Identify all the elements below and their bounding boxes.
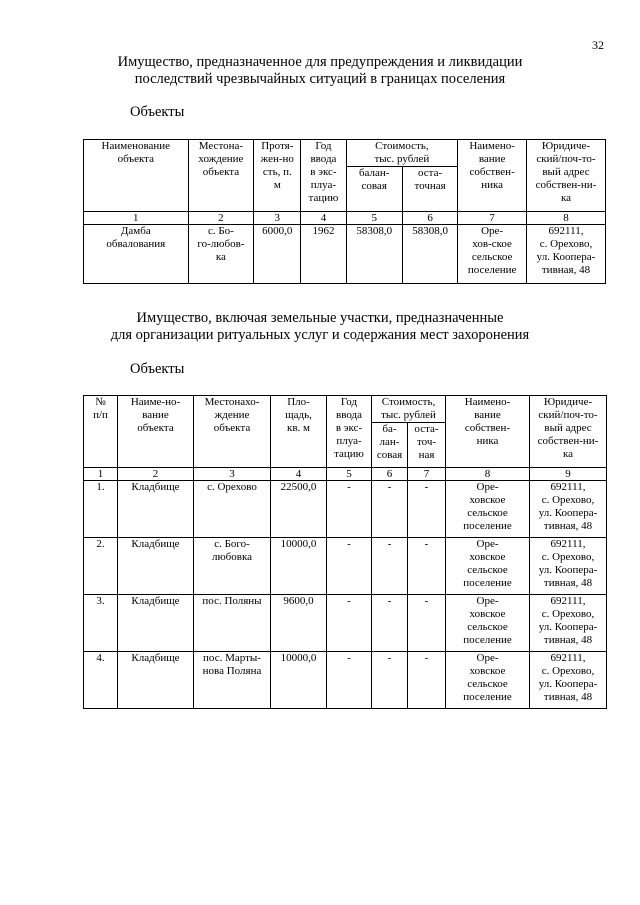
header-cost: Стоимость, тыс. рублей xyxy=(372,396,446,423)
header-year: Год ввода в экс- плуа- тацию xyxy=(301,140,346,212)
section1-title-line2: последствий чрезвычайных ситуаций в границах поселения xyxy=(134,71,506,87)
col-number: 5 xyxy=(346,212,402,225)
header-address: Юридиче- ский/поч-то- вый адрес собствен-ни- ка xyxy=(530,396,607,468)
table-header-row xyxy=(84,140,606,167)
cell-owner: Оре- ховское сельское поселение xyxy=(446,595,530,652)
cell-no: 4. xyxy=(84,652,118,709)
section2-title xyxy=(0,310,640,344)
cell-residual: - xyxy=(408,652,446,709)
header-location: Местона- хождение объекта xyxy=(188,140,254,212)
header-address: Юридиче- ский/поч-то- вый адрес собствен-ни- ка xyxy=(526,140,605,212)
table-row xyxy=(84,225,606,284)
cell-residual: - xyxy=(408,595,446,652)
cell-location: пос. Марты- нова Поляна xyxy=(194,652,271,709)
cell-residual: - xyxy=(408,481,446,538)
cell-year: - xyxy=(327,652,372,709)
col-number: 8 xyxy=(446,468,530,481)
col-number: 2 xyxy=(188,212,254,225)
cell-owner: Оре- ховское сельское поселение xyxy=(446,481,530,538)
cell-balance: - xyxy=(372,652,408,709)
table-row xyxy=(84,595,607,652)
header-residual: оста- точная xyxy=(402,167,457,212)
cell-location: с. Орехово xyxy=(194,481,271,538)
header-owner: Наимено- вание собствен- ника xyxy=(458,140,527,212)
header-name: Наиме-но- вание объекта xyxy=(118,396,194,468)
header-location: Местонахо- ждение объекта xyxy=(194,396,271,468)
header-owner: Наимено- вание собствен- ника xyxy=(446,396,530,468)
cell-address: 692111, с. Орехово, ул. Коопера- тивная, 48 xyxy=(526,225,605,284)
cell-area: 9600,0 xyxy=(271,595,327,652)
col-number: 6 xyxy=(372,468,408,481)
cell-no: 3. xyxy=(84,595,118,652)
col-number: 8 xyxy=(526,212,605,225)
cell-area: 10000,0 xyxy=(271,538,327,595)
header-year: Год ввода в экс- плуа- тацию xyxy=(327,396,372,468)
section2-subtitle: Объекты xyxy=(130,361,185,377)
cell-year: - xyxy=(327,481,372,538)
header-area: Пло- щадь, кв. м xyxy=(271,396,327,468)
table-row xyxy=(84,481,607,538)
header-balance: балан- совая xyxy=(346,167,402,212)
cell-area: 22500,0 xyxy=(271,481,327,538)
cell-address: 692111, с. Орехово, ул. Коопера- тивная, 48 xyxy=(530,538,607,595)
section2-title-line1: Имущество, включая земельные участки, предназначенные xyxy=(136,310,504,326)
cell-balance: - xyxy=(372,595,408,652)
cell-name: Кладбище xyxy=(118,538,194,595)
col-number: 6 xyxy=(402,212,457,225)
col-number: 3 xyxy=(254,212,301,225)
cell-name: Кладбище xyxy=(118,481,194,538)
cell-year: 1962 xyxy=(301,225,346,284)
cell-area: 10000,0 xyxy=(271,652,327,709)
header-name: Наименование объекта xyxy=(84,140,189,212)
cell-no: 1. xyxy=(84,481,118,538)
cell-name: Дамба обвалования xyxy=(84,225,189,284)
cell-no: 2. xyxy=(84,538,118,595)
cell-balance: 58308,0 xyxy=(346,225,402,284)
col-number: 3 xyxy=(194,468,271,481)
section1-title-line1: Имущество, предназначенное для предупреждения и ликвидации xyxy=(117,54,523,70)
cell-location: с. Бо- го-любов- ка xyxy=(188,225,254,284)
col-number: 9 xyxy=(530,468,607,481)
cell-name: Кладбище xyxy=(118,595,194,652)
header-length: Протя- жен-но сть, п. м xyxy=(254,140,301,212)
table-header-row xyxy=(84,396,607,423)
cell-location: с. Бого-любовка xyxy=(194,538,271,595)
column-number-row xyxy=(84,212,606,225)
cell-residual: 58308,0 xyxy=(402,225,457,284)
cell-residual: - xyxy=(408,538,446,595)
cell-owner: Оре- ховское сельское поселение xyxy=(446,652,530,709)
cell-address: 692111, с. Орехово, ул. Коопера- тивная, 48 xyxy=(530,595,607,652)
section1-table xyxy=(83,139,606,284)
col-number: 7 xyxy=(408,468,446,481)
cell-owner: Оре- ховское сельское поселение xyxy=(446,538,530,595)
header-balance: ба- лан- совая xyxy=(372,423,408,468)
col-number: 7 xyxy=(458,212,527,225)
col-number: 5 xyxy=(327,468,372,481)
col-number: 1 xyxy=(84,212,189,225)
cell-name: Кладбище xyxy=(118,652,194,709)
col-number: 1 xyxy=(84,468,118,481)
section2-table xyxy=(83,395,607,709)
section1-subtitle: Объекты xyxy=(130,104,185,120)
cell-year: - xyxy=(327,595,372,652)
cell-length: 6000,0 xyxy=(254,225,301,284)
table-row xyxy=(84,652,607,709)
column-number-row xyxy=(84,468,607,481)
col-number: 4 xyxy=(271,468,327,481)
cell-address: 692111, с. Орехово, ул. Коопера- тивная, 48 xyxy=(530,652,607,709)
page-number: 32 xyxy=(592,38,604,52)
section2-title-line2: для организации ритуальных услуг и содержания мест захоронения xyxy=(110,327,530,343)
cell-location: пос. Поляны xyxy=(194,595,271,652)
cell-owner: Оре- хов-ское сельское поселение xyxy=(458,225,527,284)
cell-address: 692111, с. Орехово, ул. Коопера- тивная, 48 xyxy=(530,481,607,538)
col-number: 4 xyxy=(301,212,346,225)
section1-title xyxy=(0,54,640,88)
table-row xyxy=(84,538,607,595)
col-number: 2 xyxy=(118,468,194,481)
header-cost: Стоимость, тыс. рублей xyxy=(346,140,458,167)
header-no: № п/п xyxy=(84,396,118,468)
header-residual: оста- точ- ная xyxy=(408,423,446,468)
cell-balance: - xyxy=(372,538,408,595)
cell-year: - xyxy=(327,538,372,595)
cell-balance: - xyxy=(372,481,408,538)
